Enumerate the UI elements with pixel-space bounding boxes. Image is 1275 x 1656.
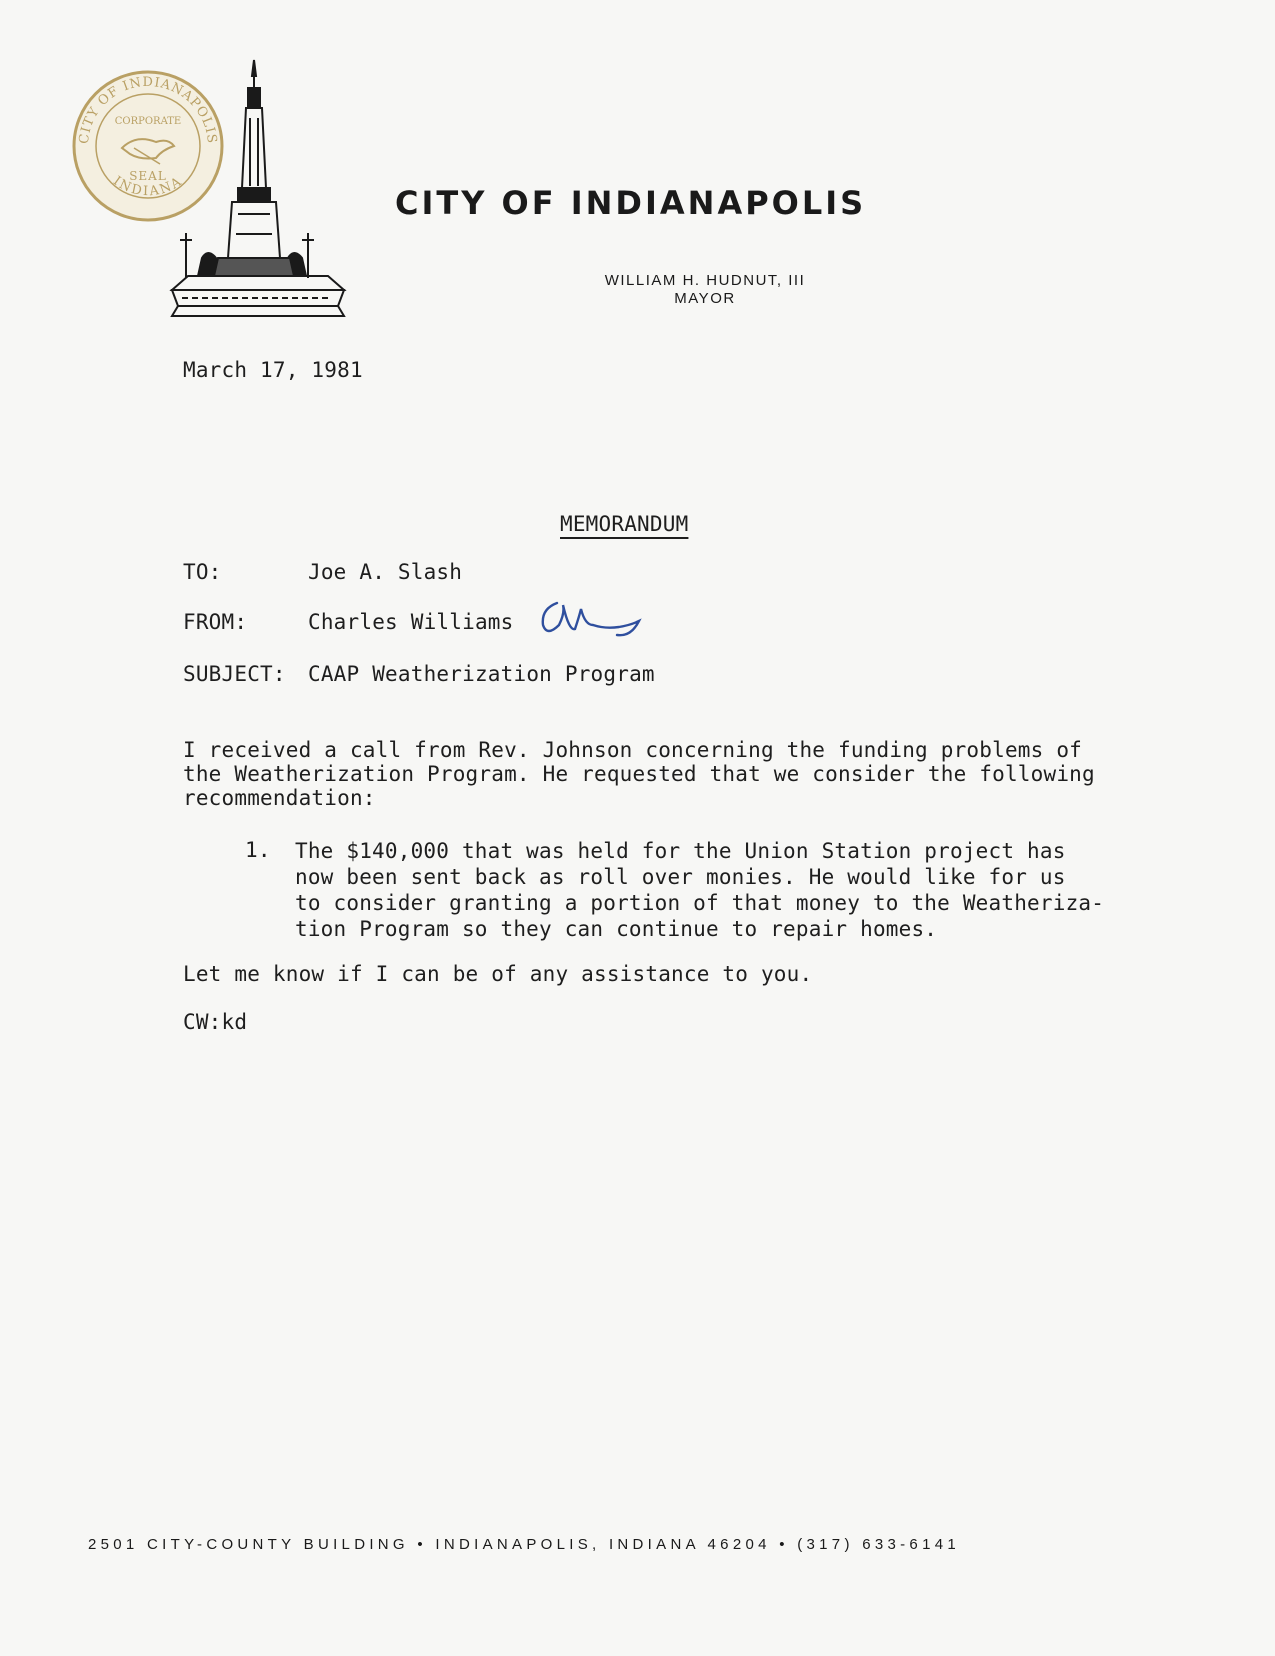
subject-value: CAAP Weatherization Program — [308, 662, 655, 686]
body-line: recommendation: — [183, 786, 376, 810]
mayor-title: MAYOR — [674, 290, 736, 307]
footer-address: 2501 CITY-COUNTY BUILDING • INDIANAPOLIS, INDIANA 46204 • (317) 633-6141 — [88, 1536, 961, 1553]
list-item-number: 1. — [245, 838, 271, 862]
soldiers-sailors-monument-illustration — [168, 58, 348, 320]
typist-initials: CW:kd — [183, 1010, 248, 1034]
memo-title: MEMORANDUM — [560, 512, 689, 536]
list-item-line: The $140,000 that was held for the Union Station project has — [295, 839, 1066, 863]
handwritten-initials-signature — [535, 595, 665, 645]
svg-text:INDIANA: INDIANA — [110, 173, 186, 200]
from-label: FROM: — [183, 610, 248, 634]
subject-label: SUBJECT: — [183, 662, 286, 686]
body-line: I received a call from Rev. Johnson concerning the funding problems of — [183, 738, 1083, 762]
list-item — [295, 838, 1104, 942]
to-label: TO: — [183, 560, 222, 584]
mayor-name: WILLIAM H. HUDNUT, III — [604, 272, 806, 289]
list-item-line: now been sent back as roll over monies. He would like for us — [295, 865, 1066, 889]
svg-text:SEAL: SEAL — [129, 169, 167, 183]
closing-line: Let me know if I can be of any assistance to you. — [183, 962, 813, 986]
letterhead-city-name: CITY OF INDIANAPOLIS — [395, 184, 867, 222]
list-item-line: tion Program so they can continue to repair homes. — [295, 917, 938, 941]
body-line: the Weatherization Program. He requested that we consider the following — [183, 762, 1095, 786]
list-item-line: to consider granting a portion of that money to the Weatheriza- — [295, 891, 1105, 915]
svg-text:CITY OF INDIANAPOLIS: CITY OF INDIANAPOLIS — [76, 74, 220, 145]
from-value: Charles Williams — [308, 610, 514, 634]
memo-date: March 17, 1981 — [183, 358, 363, 382]
body-paragraph — [183, 738, 1113, 810]
letterhead-mayor-block — [560, 272, 850, 308]
to-value: Joe A. Slash — [308, 560, 463, 584]
svg-text:CORPORATE: CORPORATE — [114, 116, 182, 127]
